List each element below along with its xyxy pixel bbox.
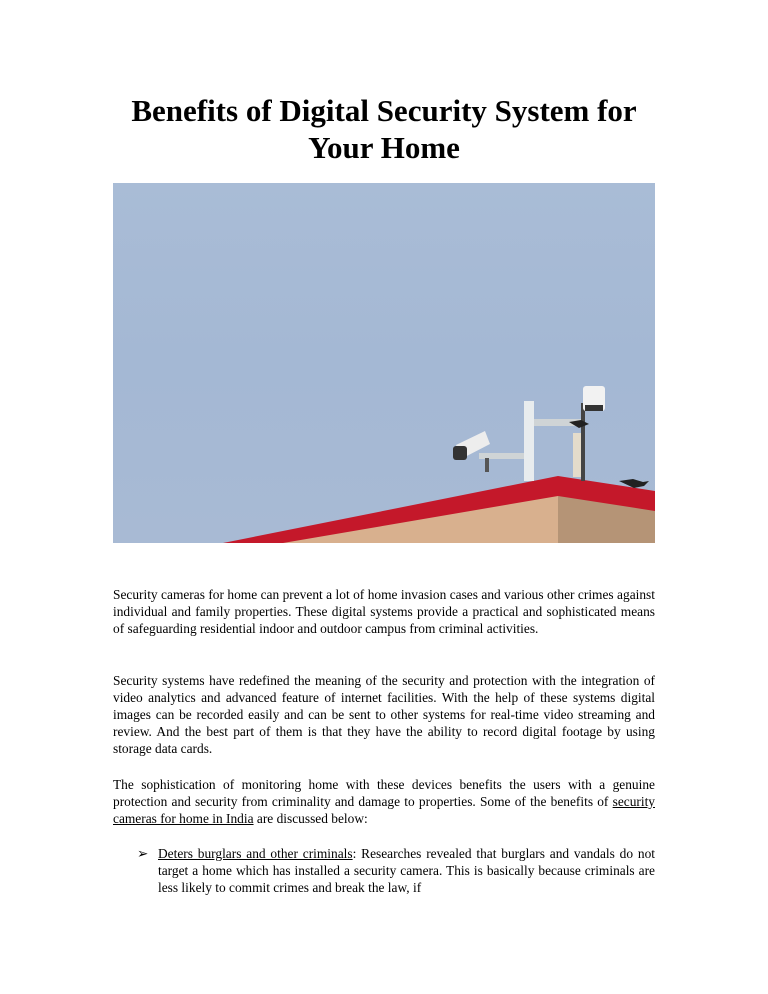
paragraph-text: are discussed below: [253,811,368,826]
bullet-heading: Deters burglars and other criminals [158,846,353,861]
page-title: Benefits of Digital Security System for Your Home [131,93,637,165]
list-item [137,845,655,896]
paragraph-intro: Security cameras for home can prevent a lot of home invasion cases and various other crimes against individual and family properties. These digital systems provide a practical and sophisticated means of safeguarding residential indoor and outdoor campus from criminal activities. [113,587,655,636]
security-cameras-link[interactable]: security cameras for home in India [113,794,655,826]
paragraph-benefits [113,776,655,827]
bullet-text: : Researches revealed that burglars and vandals do not target a home which has installed a security camera. This is basically because criminals are less likely to commit crimes and break the law, if [158,846,655,895]
paragraph-text: The sophistication of monitoring home with these devices benefits the users with a genuine protection and security from criminality and damage to properties. Some of the benefits of [113,777,655,809]
arrow-bullet-icon: ➢ [137,846,149,861]
security-camera-photo [113,183,655,543]
paragraph-systems: Security systems have redefined the meaning of the security and protection with the integration of video analytics and advanced feature of internet facilities. With the help of these systems digital images can be recorded easily and can be sent to other systems for real-time video streaming and review. And the best part of them is that they have the ability to record digital footage by using storage data cards. [113,673,655,756]
